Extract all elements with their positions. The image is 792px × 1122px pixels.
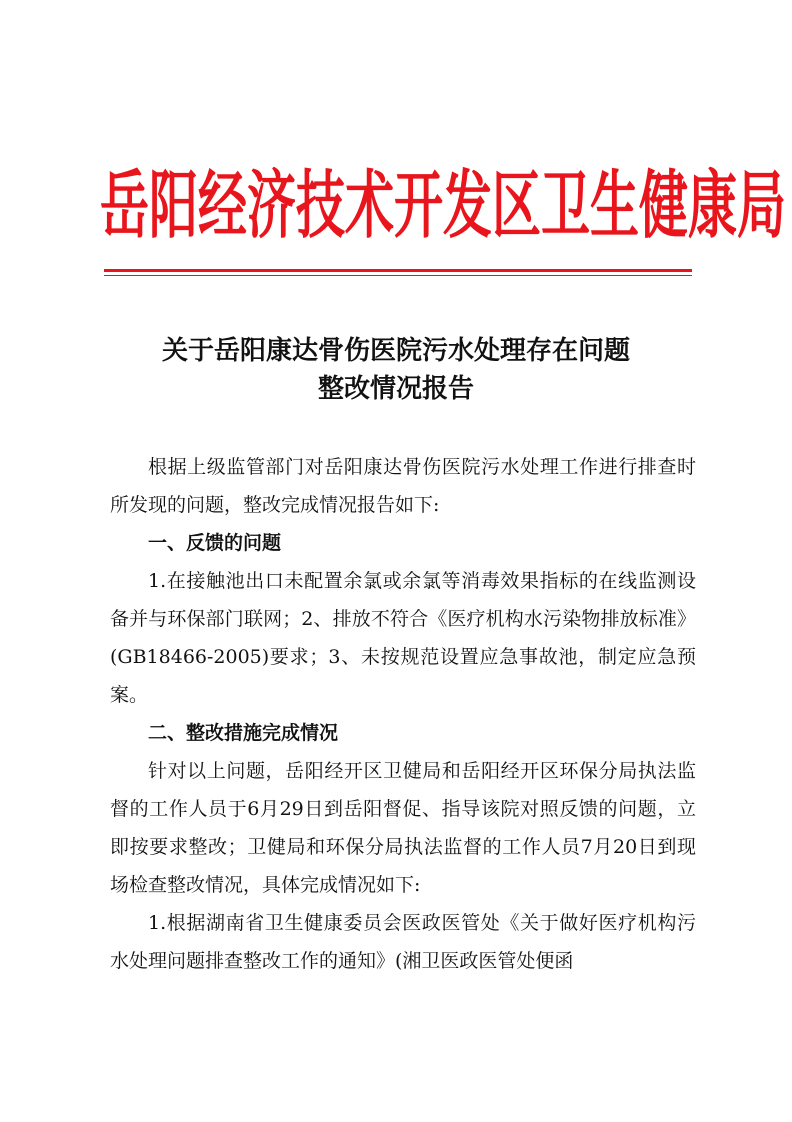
letterhead	[100, 150, 787, 260]
letterhead-divider-thick	[104, 269, 692, 272]
section-2-heading: 二、整改措施完成情况	[148, 722, 339, 744]
section-2-paragraph: 针对以上问题，岳阳经开区卫健局和岳阳经开区环保分局执法监督的工作人员于6月29日到岳阳督促、指导该院对照反馈的问题，立即按要求整改；卫健局和环保分局执法监督的工作人员7月20日到现场检查整改情况，具体完成情况如下:	[110, 760, 696, 896]
section-1-paragraph: 1.在接触池出口未配置余氯或余氯等消毒效果指标的在线监测设备并与环保部门联网；2、排放不符合《医疗机构水污染物排放标准》(GB18466-2005)要求；3、未按规范设置应急事故池，制定应急预案。	[110, 570, 696, 706]
letterhead-organization-name: 岳阳经济技术开发区卫生健康局	[100, 161, 787, 249]
document-body	[110, 448, 696, 980]
letterhead-divider-thin	[104, 275, 692, 276]
section-1-heading: 一、反馈的问题	[148, 532, 282, 554]
document-title-line-2: 整改情况报告	[317, 374, 474, 404]
document-title-line-1: 关于岳阳康达骨伤医院污水处理存在问题	[161, 336, 630, 366]
section-2-item-1: 1.根据湖南省卫生健康委员会医政医管处《关于做好医疗机构污水处理问题排查整改工作的通知》(湘卫医政医管处便函	[110, 912, 696, 972]
intro-paragraph: 根据上级监管部门对岳阳康达骨伤医院污水处理工作进行排查时所发现的问题，整改完成情况报告如下:	[110, 456, 696, 516]
